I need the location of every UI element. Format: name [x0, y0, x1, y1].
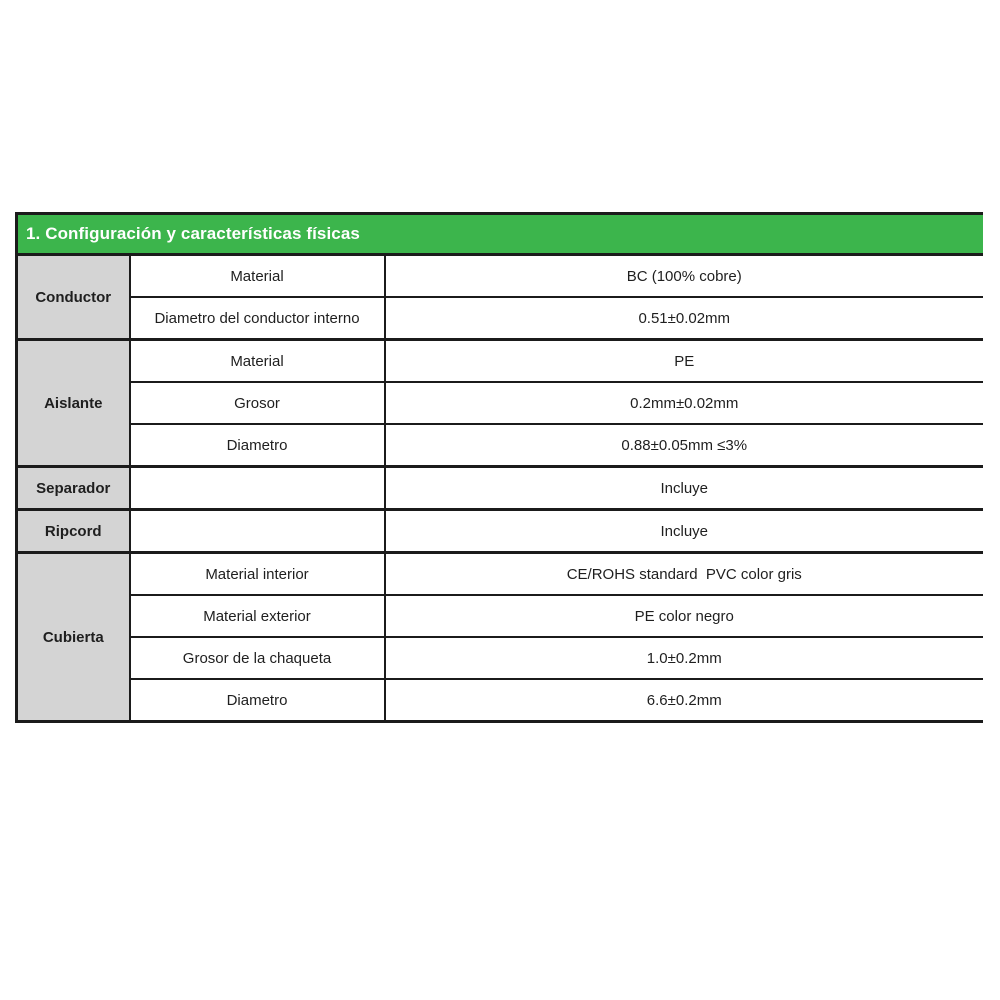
param-cell: Material exterior [130, 595, 385, 637]
table-row [17, 679, 984, 722]
table-row [17, 424, 984, 467]
table-row [17, 553, 984, 596]
param-cell: Diametro del conductor interno [130, 297, 385, 340]
table-row [17, 382, 984, 424]
param-cell: Diametro [130, 679, 385, 722]
table-row [17, 595, 984, 637]
group-label-cubierta: Cubierta [17, 553, 130, 722]
param-cell: Material [130, 340, 385, 383]
table-row [17, 467, 984, 510]
value-cell: BC (100% cobre) [385, 255, 984, 298]
value-cell: PE color negro [385, 595, 984, 637]
param-cell: Grosor [130, 382, 385, 424]
table-row [17, 255, 984, 298]
group-label-aislante: Aislante [17, 340, 130, 467]
table-row [17, 510, 984, 553]
value-cell: Incluye [385, 467, 984, 510]
group-label-ripcord: Ripcord [17, 510, 130, 553]
value-cell: 0.88±0.05mm ≤3% [385, 424, 984, 467]
value-cell: Incluye [385, 510, 984, 553]
spec-table [15, 212, 983, 723]
param-cell [130, 467, 385, 510]
section-header-row [17, 214, 984, 255]
group-label-conductor: Conductor [17, 255, 130, 340]
table-row [17, 340, 984, 383]
param-cell: Material interior [130, 553, 385, 596]
value-cell: 0.51±0.02mm [385, 297, 984, 340]
section-title: 1. Configuración y características físicas [17, 214, 984, 255]
value-cell: 1.0±0.2mm [385, 637, 984, 679]
value-cell: CE/ROHS standard PVC color gris [385, 553, 984, 596]
table-row [17, 637, 984, 679]
param-cell: Grosor de la chaqueta [130, 637, 385, 679]
value-cell: PE [385, 340, 984, 383]
table-row [17, 297, 984, 340]
param-cell: Diametro [130, 424, 385, 467]
value-cell: 6.6±0.2mm [385, 679, 984, 722]
value-cell: 0.2mm±0.02mm [385, 382, 984, 424]
param-cell: Material [130, 255, 385, 298]
param-cell [130, 510, 385, 553]
spec-table-container [15, 212, 983, 723]
group-label-separador: Separador [17, 467, 130, 510]
